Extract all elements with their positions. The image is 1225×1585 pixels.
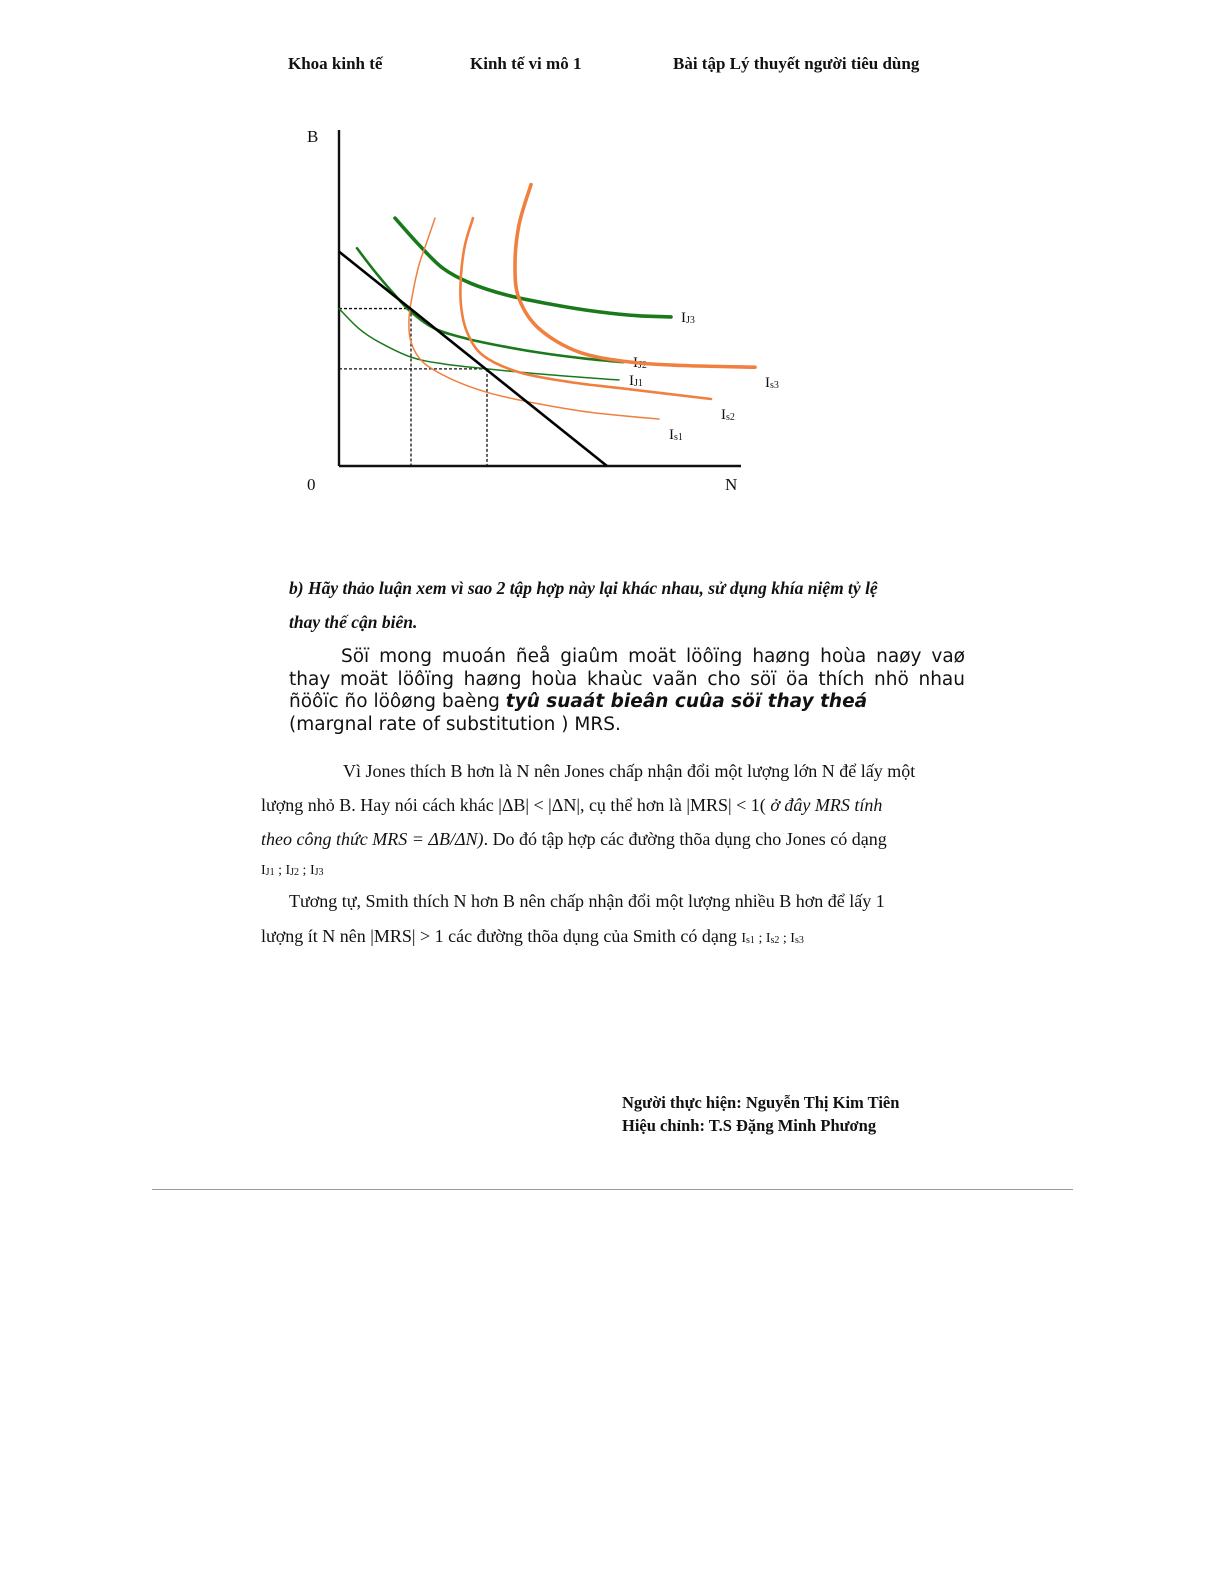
- curve-label-is1: Is1: [669, 427, 683, 444]
- jones-line-2: [261, 795, 981, 816]
- jones-line-2-text: lượng nhỏ B. Hay nói cách khác |ΔB| < |ΔN|, cụ thể hơn là |MRS| < 1(: [261, 795, 766, 815]
- author-signature: Người thực hiện: Nguyễn Thị Kim Tiên: [622, 1093, 900, 1112]
- page-separator: [152, 1189, 1073, 1190]
- smith-line-1: Tương tự, Smith thích N hơn B nên chấp nhận đổi một lượng nhiều B hơn để lấy 1: [289, 891, 885, 911]
- jones-curve-2: I: [285, 863, 291, 878]
- mrs-definition-bold: tyû suaát bieân cuûa söï thay theá: [505, 691, 868, 712]
- smith-curve-list: [741, 931, 804, 946]
- curve-is3: [515, 185, 755, 368]
- curve-label-is2: Is2: [721, 407, 735, 423]
- curve-label-ij3: IJ3: [681, 309, 695, 326]
- jones-curve-1-sub: J1: [265, 867, 275, 878]
- header-course: Kinh tế vi mô 1: [470, 54, 582, 73]
- curve-label-ij1: IJ1: [629, 372, 643, 389]
- curve-ij2: [357, 248, 623, 362]
- smith-curve-1: I: [741, 931, 747, 946]
- jones-curve-1: I: [261, 863, 266, 878]
- mrs-definition-paragraph: [289, 646, 965, 736]
- separator: ;: [302, 863, 307, 878]
- separator: ;: [758, 931, 763, 946]
- smith-curve-1-sub: s1: [746, 935, 755, 946]
- editor-signature: Hiệu chỉnh: T.S Đặng Minh Phương: [622, 1116, 877, 1135]
- x-axis-label: N: [725, 475, 738, 494]
- mrs-definition-text: Söï mong muoán ñeå giaûm moät löôïng haøng hoùa naøy vaø thay moät löôïng haøng hoùa khaùc vaãn cho söï öa thích nhö nhau ñöôïc ño löôøng baèng: [289, 646, 965, 712]
- curve-label-ij2: IJ2: [633, 355, 647, 372]
- smith-line-2: [261, 926, 981, 947]
- question-line-2: thay thế cận biên.: [289, 612, 418, 632]
- jones-line-2-italic: ở đây MRS tính: [765, 795, 883, 815]
- question-line-1: b) Hãy thảo luận xem vì sao 2 tập hợp này lại khác nhau, sử dụng khía niệm tỷ lệ: [289, 578, 878, 598]
- smith-line-2-text: lượng ít N nên |MRS| > 1 các đường thõa dụng của Smith có dạng: [261, 926, 742, 946]
- separator: ;: [278, 863, 282, 878]
- jones-curve-3-sub: J3: [314, 867, 324, 878]
- smith-curve-2: I: [765, 931, 771, 946]
- smith-curve-3: I: [790, 931, 795, 946]
- smith-curve-3-sub: s3: [794, 935, 804, 946]
- curve-label-is3: Is3: [765, 375, 779, 392]
- jones-curve-2-sub: J2: [290, 867, 300, 878]
- header-department: Khoa kinh tế: [288, 54, 383, 73]
- jones-line-3: [261, 829, 981, 850]
- jones-curve-3: I: [309, 863, 315, 878]
- smith-curve-2-sub: s2: [770, 935, 780, 946]
- y-axis-label: B: [307, 127, 319, 146]
- jones-line-3-text: . Do đó tập hợp các đường thõa dụng cho Jones có dạng: [483, 829, 887, 849]
- jones-line-1: Vì Jones thích B hơn là N nên Jones chấp nhận đổi một lượng lớn N để lấy một: [343, 761, 916, 781]
- separator: ;: [782, 931, 787, 946]
- jones-curve-list: [261, 863, 981, 879]
- curve-ij3: [395, 218, 671, 317]
- jones-line-3-italic: theo công thức MRS = ΔB/ΔN): [261, 829, 484, 849]
- indifference-curves-chart: [295, 118, 785, 503]
- mrs-definition-english: (margnal rate of substitution ) MRS.: [289, 713, 621, 735]
- origin-label: 0: [307, 475, 316, 494]
- header-topic: Bài tập Lý thuyết người tiêu dùng: [673, 54, 920, 73]
